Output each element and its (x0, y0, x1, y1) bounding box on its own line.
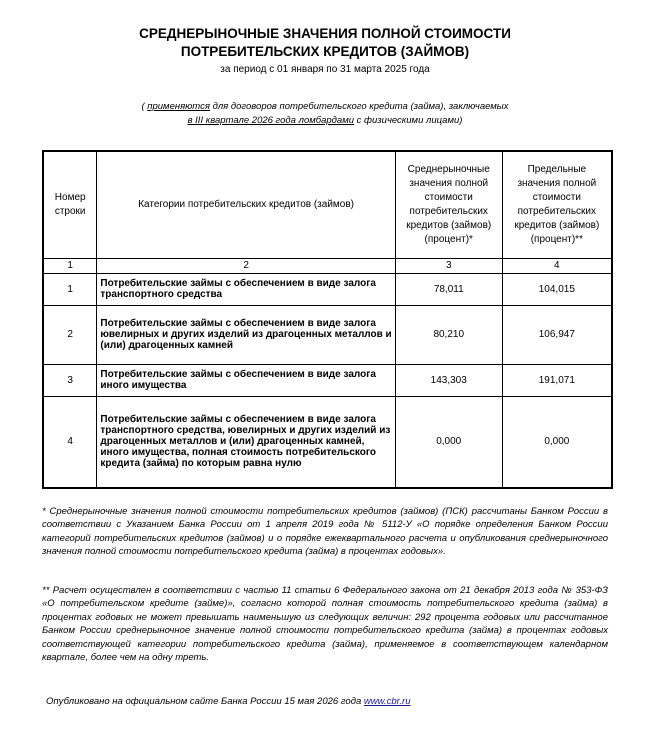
header-average-value: Среднерыночные значения полной стоимости потребительских кредитов (займов) (процент)* (395, 151, 502, 258)
table-row (43, 396, 612, 488)
row-number: 4 (43, 396, 97, 488)
row-limit-value: 106,947 (502, 305, 612, 364)
applicability-text-1: для договоров потребительского кредита (займа), заключаемых (209, 101, 509, 112)
column-number: 1 (43, 258, 97, 273)
table-row (43, 273, 612, 305)
row-limit-value: 104,015 (502, 273, 612, 305)
row-category: Потребительские займы с обеспечением в виде залога ювелирных и других изделий из драгоценных металлов и (или) драгоценных камней (97, 305, 395, 364)
table-row (43, 364, 612, 396)
cbr-website-link[interactable]: www.cbr.ru (363, 696, 411, 707)
row-limit-value: 0,000 (502, 396, 612, 488)
header-row-number: Номер строки (43, 151, 97, 258)
row-average-value: 80,210 (395, 305, 502, 364)
column-number: 3 (395, 258, 502, 273)
applicability-note-line-1 (0, 100, 650, 113)
column-number: 4 (502, 258, 612, 273)
applicability-quarter: в III квартале 2026 года ломбардами (187, 115, 354, 126)
row-average-value: 143,303 (395, 364, 502, 396)
row-number: 1 (43, 273, 97, 305)
psk-table (42, 150, 613, 489)
column-number-row (43, 258, 612, 273)
row-category: Потребительские займы с обеспечением в виде залога иного имущества (97, 364, 395, 396)
publication-note (46, 696, 411, 707)
row-number: 2 (43, 305, 97, 364)
row-category: Потребительские займы с обеспечением в виде залога транспортного средства (97, 273, 395, 305)
row-average-value: 78,011 (395, 273, 502, 305)
row-limit-value: 191,071 (502, 364, 612, 396)
header-category: Категории потребительских кредитов (займов) (97, 151, 395, 258)
column-number: 2 (97, 258, 395, 273)
footnote-average-psk: * Среднерыночные значения полной стоимости потребительских кредитов (займов) (ПСК) рассчитаны Банком России в соответствии с Указанием Банка России от 1 апреля 2019 года № 5112-У «О порядке определения Банком России категорий потребительских кредитов (займов) и о порядке ежеквартального расчета и опубликования среднерыночного значения полной стоимости потребительского кредита (займа) в процентах годовых». (42, 506, 608, 558)
header-limit-value: Предельные значения полной стоимости потребительских кредитов (займов) (процент)** (502, 151, 612, 258)
document-title-line-2: ПОТРЕБИТЕЛЬСКИХ КРЕДИТОВ (ЗАЙМОВ) (180, 44, 470, 59)
document-title-line-1: СРЕДНЕРЫНОЧНЫЕ ЗНАЧЕНИЯ ПОЛНОЙ СТОИМОСТИ (139, 26, 511, 41)
table-header-row (43, 151, 612, 258)
publication-text: Опубликовано на официальном сайте Банка России 15 мая 2026 года (46, 696, 364, 707)
row-average-value: 0,000 (395, 396, 502, 488)
applicability-note-line-2 (0, 114, 650, 127)
row-number: 3 (43, 364, 97, 396)
applicability-text-2: с физическими лицами) (354, 115, 463, 126)
applicability-word-applied: применяются (147, 101, 210, 112)
table-row (43, 305, 612, 364)
applicability-open-paren: ( (141, 101, 148, 112)
period-subtitle: за период с 01 января по 31 марта 2025 года (220, 64, 430, 75)
footnote-limit-calculation: ** Расчет осуществлен в соответствии с частью 11 статьи 6 Федерального закона от 21 декабря 2013 года № 353-ФЗ «О потребительском кредите (займе)», согласно которой полная стоимость потребительского кредита (займа) в процентах годовых не может превышать наименьшую из следующих величин: 292 процента годовых или рассчитанное Банком России среднерыночное значение полной стоимости потребительского кредита (займа) в процентах годовых соответствующей категории потребительского кредита (займа), применяемое в соответствующем календарном квартале, более чем на одну треть. (42, 585, 608, 664)
row-category: Потребительские займы с обеспечением в виде залога транспортного средства, ювелирных и других изделий из драгоценных металлов и (или) драгоценных камней, иного имущества, полная стоимость потребительского кредита (займа) по которым равна нулю (97, 396, 395, 488)
